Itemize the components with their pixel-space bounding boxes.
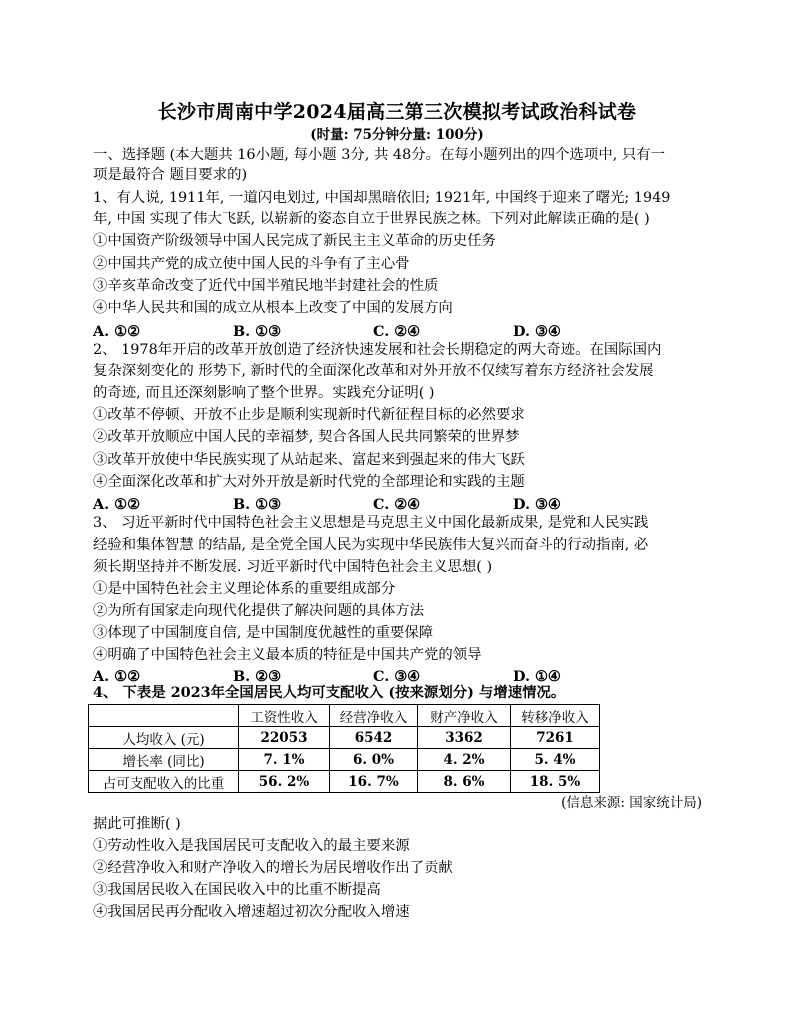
q1-option-c[interactable]: C. ②④ [373, 323, 421, 340]
table-header-cell: 工资性收入 [239, 705, 330, 727]
q1-statement-2: ②中国共产党的成立使中国人民的斗争有了主心骨 [93, 256, 410, 272]
exam-time-score: (时量: 75分钟分量: 100分) [310, 127, 484, 143]
q4-statement-1: ①劳动性收入是我国居民可支配收入的最主要来源 [93, 838, 410, 854]
table-cell: 56. 2% [239, 771, 330, 793]
income-table [88, 704, 600, 793]
q3-option-a[interactable]: A. ①② [93, 668, 140, 685]
table-cell: 8. 6% [418, 771, 511, 793]
table-header-cell: 经营净收入 [330, 705, 418, 727]
table-header-cell: 财产净收入 [418, 705, 511, 727]
table-cell: 7. 1% [239, 749, 330, 771]
q4-statement-2: ②经营净收入和财产净收入的增长为居民增收作出了贡献 [93, 860, 453, 876]
q3-stem-line2: 经验和集体智慧 的结晶, 是全党全国人民为实现中华民族伟大复兴而奋斗的行动指南, 必 [93, 537, 649, 553]
q1-option-a[interactable]: A. ①② [93, 323, 140, 340]
table-cell: 4. 2% [418, 749, 511, 771]
q1-statement-1: ①中国资产阶级领导中国人民完成了新民主主义革命的历史任务 [93, 233, 496, 249]
table-cell: 5. 4% [511, 749, 600, 771]
q3-option-c[interactable]: C. ③④ [373, 668, 421, 685]
table-cell: 18. 5% [511, 771, 600, 793]
q1-stem-line1: 1、有人说, 1911年, 一道闪电划过, 中国却黑暗依旧; 1921年, 中国终于迎来了曙光; 1949 [93, 190, 671, 206]
q2-option-d[interactable]: D. ③④ [513, 496, 561, 513]
q4-statement-4: ④我国居民再分配收入增速超过初次分配收入增速 [93, 904, 410, 920]
table-header-cell: 转移净收入 [511, 705, 600, 727]
table-source-note: (信息来源: 国家统计局) [561, 795, 702, 811]
q2-option-c[interactable]: C. ②④ [373, 496, 421, 513]
page-title: 长沙市周南中学2024届高三第三次模拟考试政治科试卷 [157, 101, 637, 123]
table-header-cell [89, 705, 239, 727]
table-row [89, 771, 600, 793]
q3-statement-1: ①是中国特色社会主义理论体系的重要组成部分 [93, 581, 396, 597]
table-row [89, 727, 600, 749]
table-cell: 6542 [330, 727, 418, 749]
q1-option-b[interactable]: B. ①③ [233, 323, 281, 340]
q2-option-b[interactable]: B. ①③ [233, 496, 281, 513]
q2-statement-2: ②改革开放顺应中国人民的幸福梦, 契合各国人民共同繁荣的世界梦 [93, 429, 520, 445]
q1-statement-4: ④中华人民共和国的成立从根本上改变了中国的发展方向 [93, 300, 453, 316]
table-cell: 7261 [511, 727, 600, 749]
q4-intro: 4、 下表是 2023年全国居民人均可支配收入 (按来源划分) 与增速情况。 [93, 684, 566, 701]
q1-option-d[interactable]: D. ③④ [513, 323, 561, 340]
table-cell: 16. 7% [330, 771, 418, 793]
q2-statement-3: ③改革开放使中华民族实现了从站起来、富起来到强起来的伟大飞跃 [93, 452, 525, 468]
q1-stem-line2: 年, 中国 实现了伟大飞跃, 以崭新的姿态自立于世界民族之林。下列对此解读正确的是( ) [93, 211, 650, 227]
section-heading-line1: 一、选择题 (本大题共 16小题, 每小题 3分, 共 48分。在每小题列出的四个选项中, 只有一 [93, 147, 666, 163]
q2-statement-1: ①改革不停顿、开放不止步是顺利实现新时代新征程目标的必然要求 [93, 407, 525, 423]
q2-stem-line2: 复杂深刻变化的 形势下, 新时代的全面深化改革和对外开放不仅续写着东方经济社会发展 [93, 363, 654, 379]
section-heading-line2: 项是最符合 题目要求的) [93, 167, 248, 183]
q2-statement-4: ④全面深化改革和扩大对外开放是新时代党的全部理论和实践的主题 [93, 474, 525, 490]
q3-option-b[interactable]: B. ②③ [233, 668, 281, 685]
table-row-label: 人均收入 (元) [89, 727, 239, 749]
table-header-row [89, 705, 600, 727]
table-row [89, 749, 600, 771]
q3-statement-4: ④明确了中国特色社会主义最本质的特征是中国共产党的领导 [93, 647, 482, 663]
q4-statement-3: ③我国居民收入在国民收入中的比重不断提高 [93, 882, 381, 898]
q3-statement-2: ②为所有国家走向现代化提供了解决问题的具体方法 [93, 603, 424, 619]
table-cell: 3362 [418, 727, 511, 749]
q1-statement-3: ③辛亥革命改变了近代中国半殖民地半封建社会的性质 [93, 278, 439, 294]
q2-stem-line1: 2、 1978年开启的改革开放创造了经济快速发展和社会长期稳定的两大奇迹。在国际国内 [93, 342, 662, 358]
q3-statement-3: ③体现了中国制度自信, 是中国制度优越性的重要保障 [93, 625, 434, 641]
table-row-label: 占可支配收入的比重 [89, 771, 239, 793]
q2-stem-line3: 的奇迹, 而且还深刻影响了整个世界。实践充分证明( ) [93, 385, 435, 401]
table-cell: 22053 [239, 727, 330, 749]
q3-stem-line3: 须长期坚持并不断发展. 习近平新时代中国特色社会主义思想( ) [93, 559, 493, 575]
q3-option-d[interactable]: D. ①④ [513, 668, 561, 685]
table-row-label: 增长率 (同比) [89, 749, 239, 771]
q2-option-a[interactable]: A. ①② [93, 496, 140, 513]
q4-question: 据此可推断( ) [93, 816, 181, 832]
q3-stem-line1: 3、 习近平新时代中国特色社会主义思想是马克思主义中国化最新成果, 是党和人民实践 [93, 515, 649, 531]
table-cell: 6. 0% [330, 749, 418, 771]
